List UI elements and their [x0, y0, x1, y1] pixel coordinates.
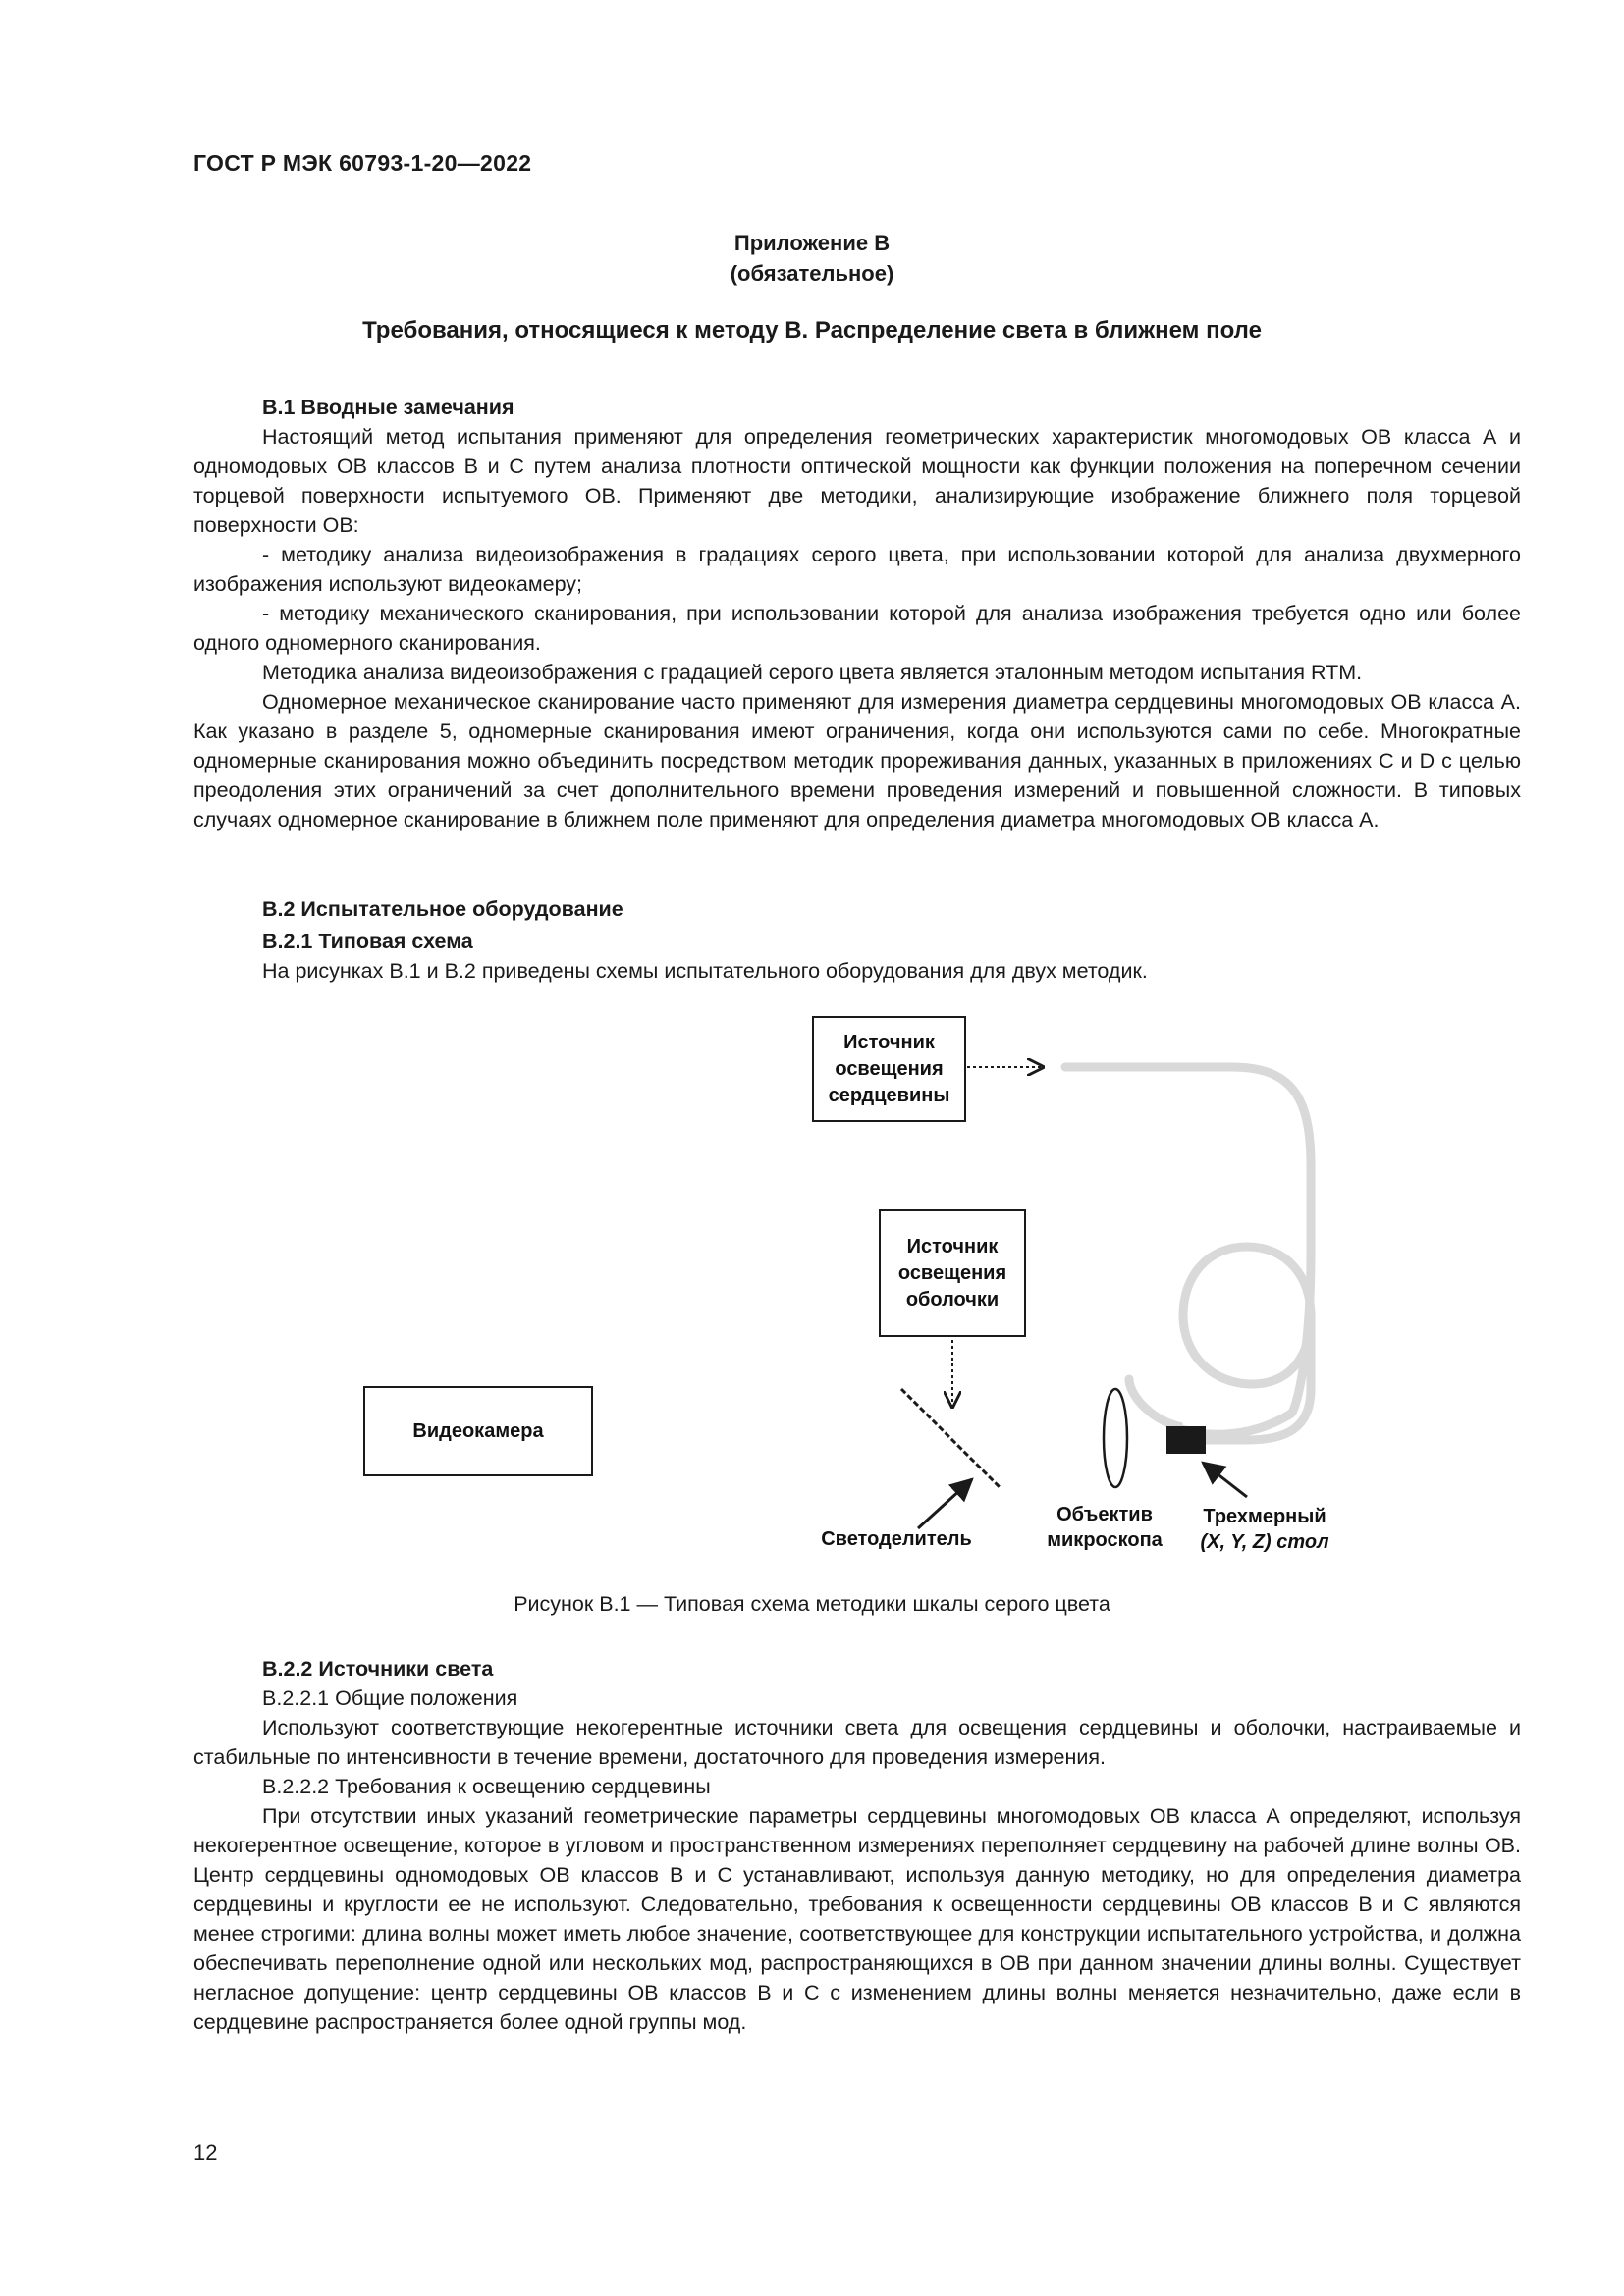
- list-item: - методику анализа видеоизображения в градациях серого цвета, при использовании которой для анализа двухмерного изображения используют видеокамеру;: [193, 543, 1521, 596]
- annex-title-block: [0, 228, 1624, 289]
- paragraph: Настоящий метод испытания применяют для определения геометрических характеристик многомодовых ОВ класса А и одномодовых ОВ классов B и C путем анализа плотности оптической мощности как функции положения на поперечном сечении торцевой поверхности испытуемого ОВ. Применяют две методики, анализирующие изображение ближнего поля торцевой поверхности ОВ:: [193, 425, 1521, 537]
- subsection-title: B.2.2.2 Требования к освещению сердцевины: [262, 1775, 711, 1798]
- stage-pointer-arrow: [1203, 1463, 1247, 1497]
- stage-label-line2: (X, Y, Z) стол: [1200, 1531, 1329, 1553]
- core-light-source-box: Источник освещения сердцевины: [812, 1016, 966, 1122]
- list-item: - методику механического сканирования, при использовании которой для анализа изображения требуется одно или более одного одномерного сканирования.: [193, 602, 1521, 655]
- figure-caption: Рисунок B.1 — Типовая схема методики шкалы серого цвета: [514, 1592, 1110, 1616]
- xyz-stage-block: [1166, 1426, 1206, 1454]
- figure-b1: [344, 1006, 1375, 1556]
- section-b1-title: B.1 Вводные замечания: [262, 396, 514, 419]
- beam-splitter: [901, 1389, 1000, 1487]
- objective-label: Объектив микроскопа: [1047, 1504, 1163, 1551]
- section-b22: [193, 1654, 1521, 2037]
- stage-label-line1: Трехмерный: [1203, 1506, 1326, 1527]
- section-b1: [193, 393, 1521, 834]
- stage-label: [1186, 1504, 1343, 1555]
- section-b21-title: B.2.1 Типовая схема: [262, 930, 473, 953]
- section-b2-title: B.2 Испытательное оборудование: [262, 897, 623, 921]
- paragraph: Используют соответствующие некогерентные источники света для освещения сердцевины и оболочки, настраиваемые и стабильные по интенсивности в течение времени, достаточного для проведения измерения.: [193, 1716, 1521, 1769]
- splitter-pointer-arrow: [918, 1479, 972, 1528]
- annex-status: (обязательное): [730, 261, 894, 286]
- subsection-title: B.2.2.1 Общие положения: [262, 1686, 518, 1710]
- cladding-light-source-box: Источник освещения оболочки: [879, 1209, 1026, 1337]
- section-b22-title: B.2.2 Источники света: [262, 1657, 494, 1681]
- annex-heading: Требования, относящиеся к методу B. Распределение света в ближнем поле: [362, 317, 1262, 344]
- paragraph: На рисунках B.1 и B.2 приведены схемы испытательного оборудования для двух методик.: [262, 959, 1148, 983]
- document-header: ГОСТ Р МЭК 60793-1-20—2022: [193, 150, 532, 176]
- page-number: 12: [193, 2140, 218, 2164]
- optical-fiber-tail: [1186, 1315, 1311, 1440]
- paragraph: Методика анализа видеоизображения с градацией серого цвета является эталонным методом испытания RTM.: [262, 661, 1363, 684]
- optical-fiber-loop: [1183, 1247, 1311, 1384]
- annex-title: Приложение B: [733, 231, 891, 255]
- section-b2: [193, 894, 1521, 986]
- splitter-label: Светоделитель: [821, 1528, 972, 1550]
- paragraph: При отсутствии иных указаний геометрические параметры сердцевины многомодовых ОВ класса А определяют, используя некогерентное освещение, которое в угловом и пространственном измерениях переполняет сердцевину на рабочей длине волны ОВ. Центр сердцевины одномодовых ОВ классов B и C устанавливают, используя данную методику, но для определения диаметра сердцевины и круглости ее не используют. Следовательно, требования к освещенности сердцевины ОВ классов B и C являются менее строгими: длина волны может иметь любое значение, соответствующее для конструкции испытательного устройства, и должна обеспечивать переполнение одной или нескольких мод, распространяющихся в ОВ при данном значении длины волны. Существует негласное допущение: центр сердцевины ОВ классов B и C с изменением длины волны меняется незначительно, даже если в сердцевине распространяется более одной группы мод.: [193, 1804, 1521, 2034]
- microscope-objective-lens: [1104, 1389, 1127, 1487]
- paragraph: Одномерное механическое сканирование часто применяют для измерения диаметра сердцевины многомодовых ОВ класса А. Как указано в разделе 5, одномерные сканирования имеют ограничения, когда они используются сами по себе. Многократные одномерные сканирования можно объединить посредством методик прореживания данных, указанных в приложениях C и D с целью преодоления этих ограничений за счет дополнительного времени проведения измерений и повышенной сложности. В типовых случаях одномерное сканирование в ближнем поле применяют для определения диаметра многомодовых ОВ класса А.: [193, 690, 1521, 831]
- video-camera-box: Видеокамера: [363, 1386, 593, 1476]
